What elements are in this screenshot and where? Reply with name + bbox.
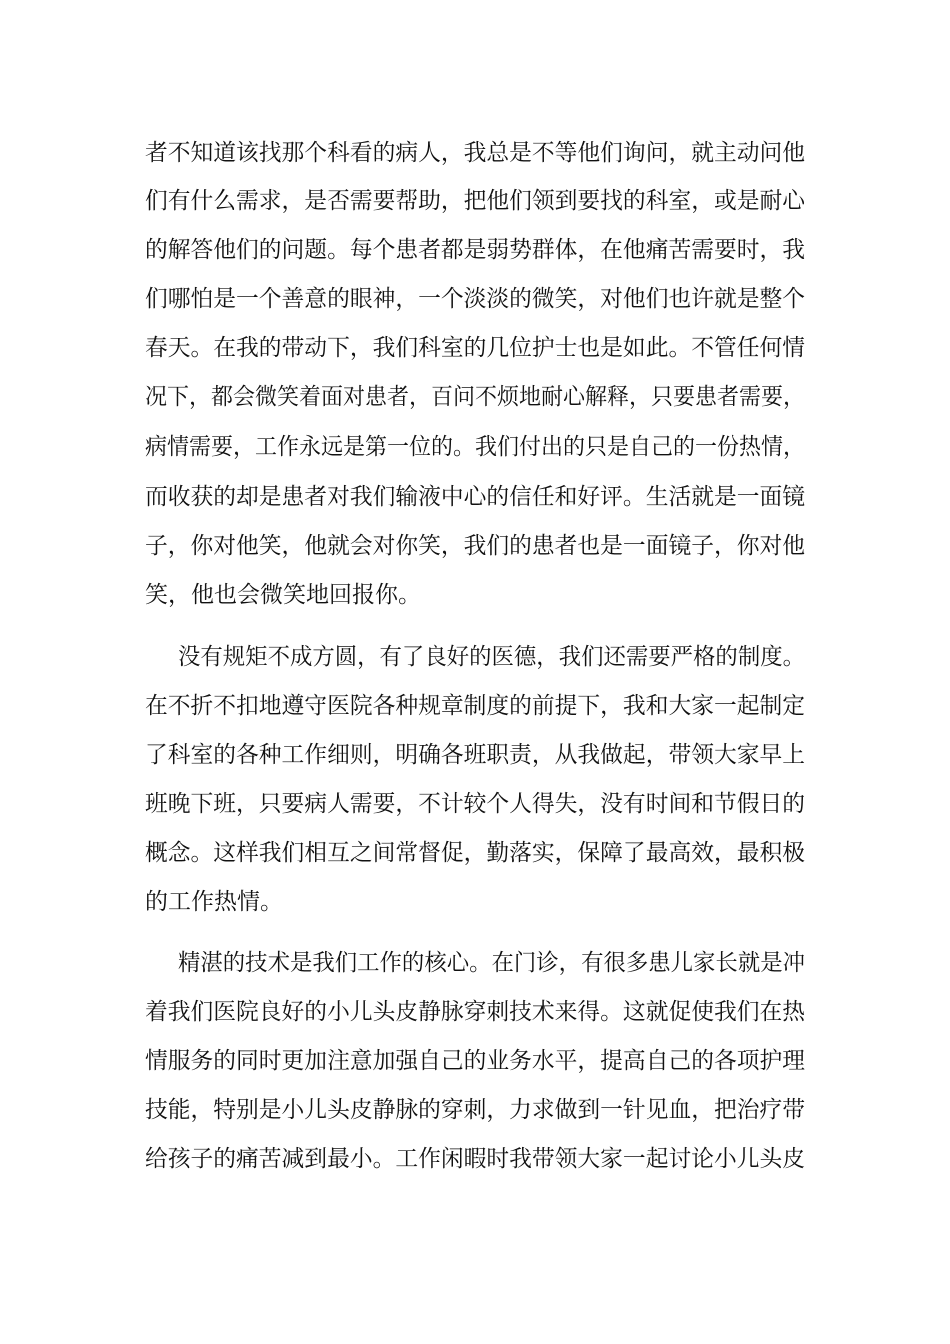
paragraph-1-line-4 bbox=[0, 279, 950, 319]
paragraph-2-line-5 bbox=[0, 833, 950, 873]
text-line: 春天。在我的带动下，我们科室的几位护士也是如此。不管任何情 bbox=[145, 335, 805, 361]
paragraph-3-line-1 bbox=[0, 943, 950, 983]
paragraph-3-line-5 bbox=[0, 1139, 950, 1179]
text-line: 给孩子的痛苦减到最小。工作闲暇时我带领大家一起讨论小儿头皮 bbox=[145, 1146, 805, 1172]
paragraph-1-line-2 bbox=[0, 181, 950, 221]
text-line: 技能，特别是小儿头皮静脉的穿刺，力求做到一针见血，把治疗带 bbox=[145, 1097, 805, 1123]
text-line: 而收获的却是患者对我们输液中心的信任和好评。生活就是一面镜 bbox=[145, 484, 805, 510]
text-line: 了科室的各种工作细则，明确各班职责，从我做起，带领大家早上 bbox=[145, 742, 805, 768]
paragraph-3-line-4 bbox=[0, 1090, 950, 1130]
paragraph-2-line-1 bbox=[0, 637, 950, 677]
paragraph-3-line-3 bbox=[0, 1041, 950, 1081]
text-line: 笑，他也会微笑地回报你。 bbox=[145, 582, 421, 608]
paragraph-1-line-10 bbox=[0, 575, 950, 615]
paragraph-3-line-2 bbox=[0, 992, 950, 1032]
text-line: 子，你对他笑，他就会对你笑，我们的患者也是一面镜子，你对他 bbox=[145, 533, 805, 559]
text-line: 的解答他们的问题。每个患者都是弱势群体，在他痛苦需要时，我 bbox=[145, 237, 805, 263]
paragraph-1-line-6 bbox=[0, 377, 950, 417]
paragraph-1-line-8 bbox=[0, 477, 950, 517]
text-line: 精湛的技术是我们工作的核心。在门诊，有很多患儿家长就是冲 bbox=[178, 950, 805, 976]
text-line: 着我们医院良好的小儿头皮静脉穿刺技术来得。这就促使我们在热 bbox=[145, 999, 805, 1025]
text-line: 没有规矩不成方圆，有了良好的医德，我们还需要严格的制度。 bbox=[178, 644, 805, 670]
text-line: 者不知道该找那个科看的病人，我总是不等他们询问，就主动问他 bbox=[145, 140, 805, 166]
paragraph-2-line-3 bbox=[0, 735, 950, 775]
text-line: 们哪怕是一个善意的眼神，一个淡淡的微笑，对他们也许就是整个 bbox=[145, 286, 805, 312]
text-line: 概念。这样我们相互之间常督促，勤落实，保障了最高效，最积极 bbox=[145, 840, 805, 866]
paragraph-2-line-2 bbox=[0, 686, 950, 726]
paragraph-1-line-9 bbox=[0, 526, 950, 566]
paragraph-1-line-5 bbox=[0, 328, 950, 368]
paragraph-1-line-3 bbox=[0, 230, 950, 270]
text-line: 在不折不扣地遵守医院各种规章制度的前提下，我和大家一起制定 bbox=[145, 693, 805, 719]
text-line: 的工作热情。 bbox=[145, 889, 283, 915]
text-line: 班晚下班，只要病人需要，不计较个人得失，没有时间和节假日的 bbox=[145, 791, 805, 817]
text-line: 情服务的同时更加注意加强自己的业务水平，提高自己的各项护理 bbox=[145, 1048, 805, 1074]
text-line: 况下，都会微笑着面对患者，百问不烦地耐心解释，只要患者需要， bbox=[145, 384, 805, 410]
text-line: 病情需要，工作永远是第一位的。我们付出的只是自己的一份热情， bbox=[145, 434, 805, 460]
paragraph-1-line-7 bbox=[0, 427, 950, 467]
paragraph-1-line-1 bbox=[0, 133, 950, 173]
paragraph-2-line-4 bbox=[0, 784, 950, 824]
paragraph-2-line-6 bbox=[0, 882, 950, 922]
text-line: 们有什么需求，是否需要帮助，把他们领到要找的科室，或是耐心 bbox=[145, 188, 805, 214]
